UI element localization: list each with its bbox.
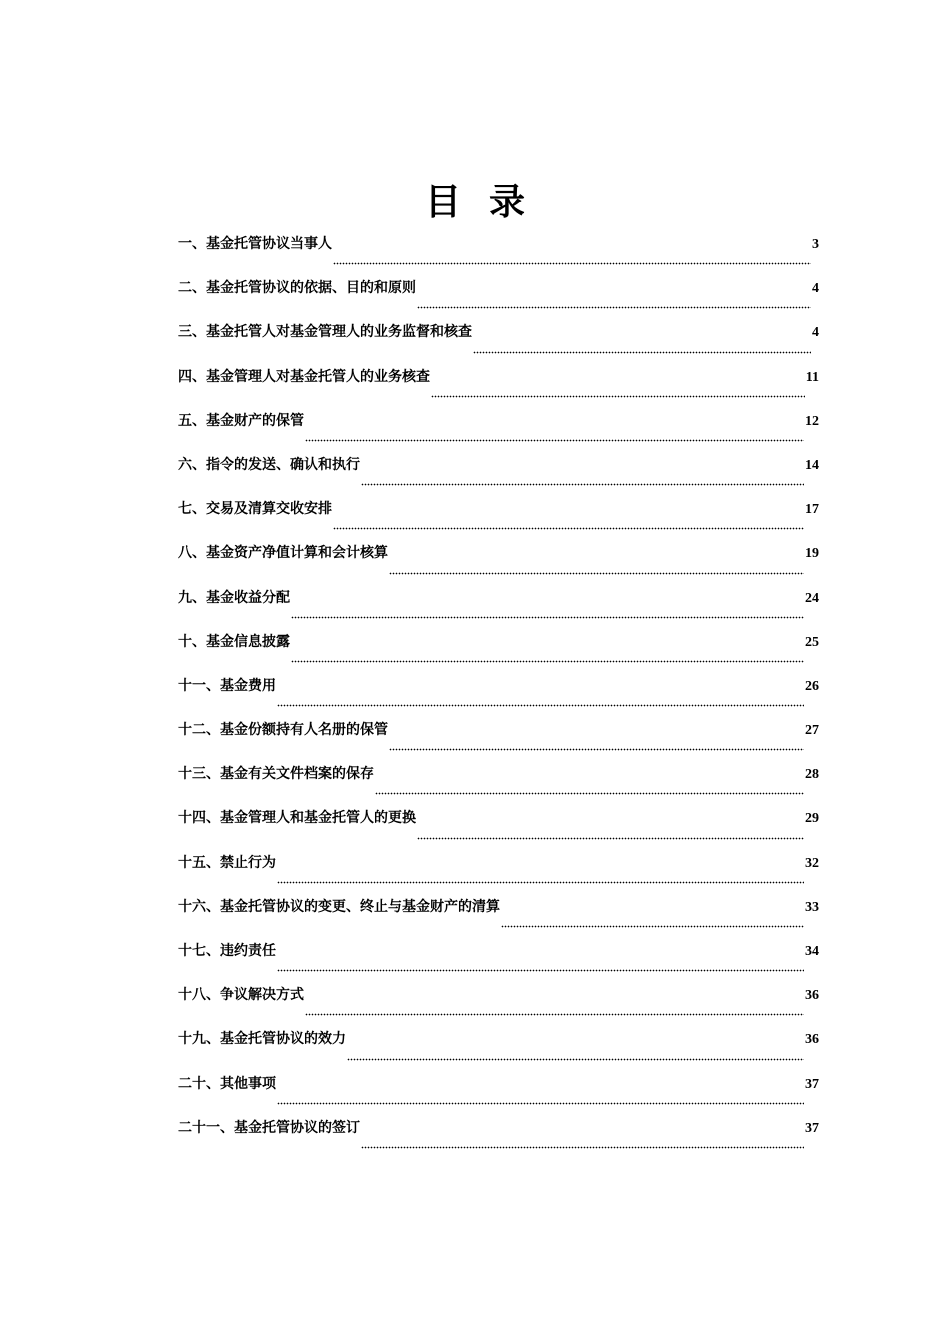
toc-dot-leader [501,914,804,928]
toc-entry[interactable] [178,454,819,498]
toc-entry-label: 三、基金托管人对基金管理人的业务监督和核查 [178,324,472,341]
toc-entry-page-number: 11 [805,369,819,385]
toc-entry-label: 十四、基金管理人和基金托管人的更换 [178,810,416,827]
toc-entry[interactable] [178,321,819,365]
toc-entry-label: 一、基金托管协议当事人 [178,236,332,252]
toc-entry-label: 十五、禁止行为 [178,854,276,871]
toc-dot-leader [473,340,811,354]
toc-dot-leader [333,251,811,265]
toc-dot-leader [375,781,804,795]
toc-entry[interactable] [178,233,819,277]
toc-entry-label: 七、交易及清算交收安排 [178,501,332,518]
toc-entry-label: 九、基金收益分配 [178,589,290,606]
toc-entry[interactable] [178,410,819,454]
toc-dot-leader [277,870,804,884]
toc-dot-leader [277,958,804,972]
toc-entry[interactable] [178,498,819,542]
toc-entry-label: 五、基金财产的保管 [178,412,304,429]
toc-entry[interactable] [178,631,819,675]
toc-entry[interactable] [178,984,819,1028]
toc-dot-leader [417,295,811,309]
toc-entry-page-number: 4 [812,325,819,341]
toc-dot-leader [417,826,804,840]
toc-entry-page-number: 34 [805,944,819,959]
toc-entry-label: 十三、基金有关文件档案的保存 [178,766,374,783]
toc-entry[interactable] [178,852,819,896]
toc-entry[interactable] [178,366,819,410]
toc-entry-page-number: 36 [805,1032,819,1048]
toc-dot-leader [347,1047,804,1061]
toc-dot-leader [389,561,804,575]
toc-dot-leader [431,384,805,398]
toc-entry-page-number: 37 [805,1076,819,1092]
toc-entry-label: 二、基金托管协议的依据、目的和原则 [178,280,416,297]
toc-entry[interactable] [178,675,819,719]
toc-entry-page-number: 28 [805,767,819,783]
toc-entry-label: 十二、基金份额持有人名册的保管 [178,722,388,739]
toc-entry[interactable] [178,1117,819,1161]
toc-entry-page-number: 25 [805,634,819,650]
toc-entry-page-number: 24 [805,590,819,606]
toc-entry-page-number: 4 [812,281,819,297]
toc-entry[interactable] [178,763,819,807]
toc-entry-label: 二十、其他事项 [178,1075,276,1092]
toc-entry-page-number: 3 [812,237,819,252]
toc-entry-label: 六、指令的发送、确认和执行 [178,456,360,473]
toc-entry-page-number: 14 [805,457,819,473]
toc-entry-page-number: 12 [805,413,819,429]
toc-entry-page-number: 29 [805,811,819,827]
toc-dot-leader [333,516,804,530]
toc-dot-leader [291,605,804,619]
toc-dot-leader [305,1002,804,1016]
toc-entry[interactable] [178,896,819,940]
toc-entry[interactable] [178,277,819,321]
toc-dot-leader [291,649,804,663]
toc-entry-label: 八、基金资产净值计算和会计核算 [178,545,388,562]
toc-entry-page-number: 19 [805,546,819,562]
toc-entry-label: 十、基金信息披露 [178,633,290,650]
toc-dot-leader [389,737,804,751]
toc-dot-leader [361,1135,804,1149]
toc-entry-label: 十一、基金费用 [178,677,276,694]
toc-entry-label: 十六、基金托管协议的变更、终止与基金财产的清算 [178,898,500,915]
toc-entry-label: 四、基金管理人对基金托管人的业务核查 [178,368,430,385]
toc-entry-page-number: 37 [805,1120,819,1136]
toc-entry-page-number: 26 [805,678,819,694]
toc-dot-leader [361,472,804,486]
toc-entry[interactable] [178,1073,819,1117]
toc-entry[interactable] [178,542,819,586]
page-title: 目录 [424,181,553,224]
toc-entry-page-number: 32 [805,855,819,871]
toc-dot-leader [277,693,804,707]
toc-entry-label: 十八、争议解决方式 [178,987,304,1004]
toc-entry[interactable] [178,940,819,984]
toc-entry-page-number: 17 [805,502,819,518]
toc-entry[interactable] [178,1028,819,1072]
toc-entry-label: 二十一、基金托管协议的签订 [178,1119,360,1136]
toc-entry[interactable] [178,807,819,851]
toc-entry-label: 十九、基金托管协议的效力 [178,1031,346,1048]
table-of-contents [178,233,819,1161]
toc-entry-page-number: 33 [805,899,819,915]
toc-entry-label: 十七、违约责任 [178,943,276,959]
toc-dot-leader [305,428,804,442]
toc-entry[interactable] [178,719,819,763]
toc-entry-page-number: 27 [805,723,819,739]
toc-dot-leader [277,1091,804,1105]
toc-entry-page-number: 36 [805,988,819,1004]
toc-entry[interactable] [178,587,819,631]
